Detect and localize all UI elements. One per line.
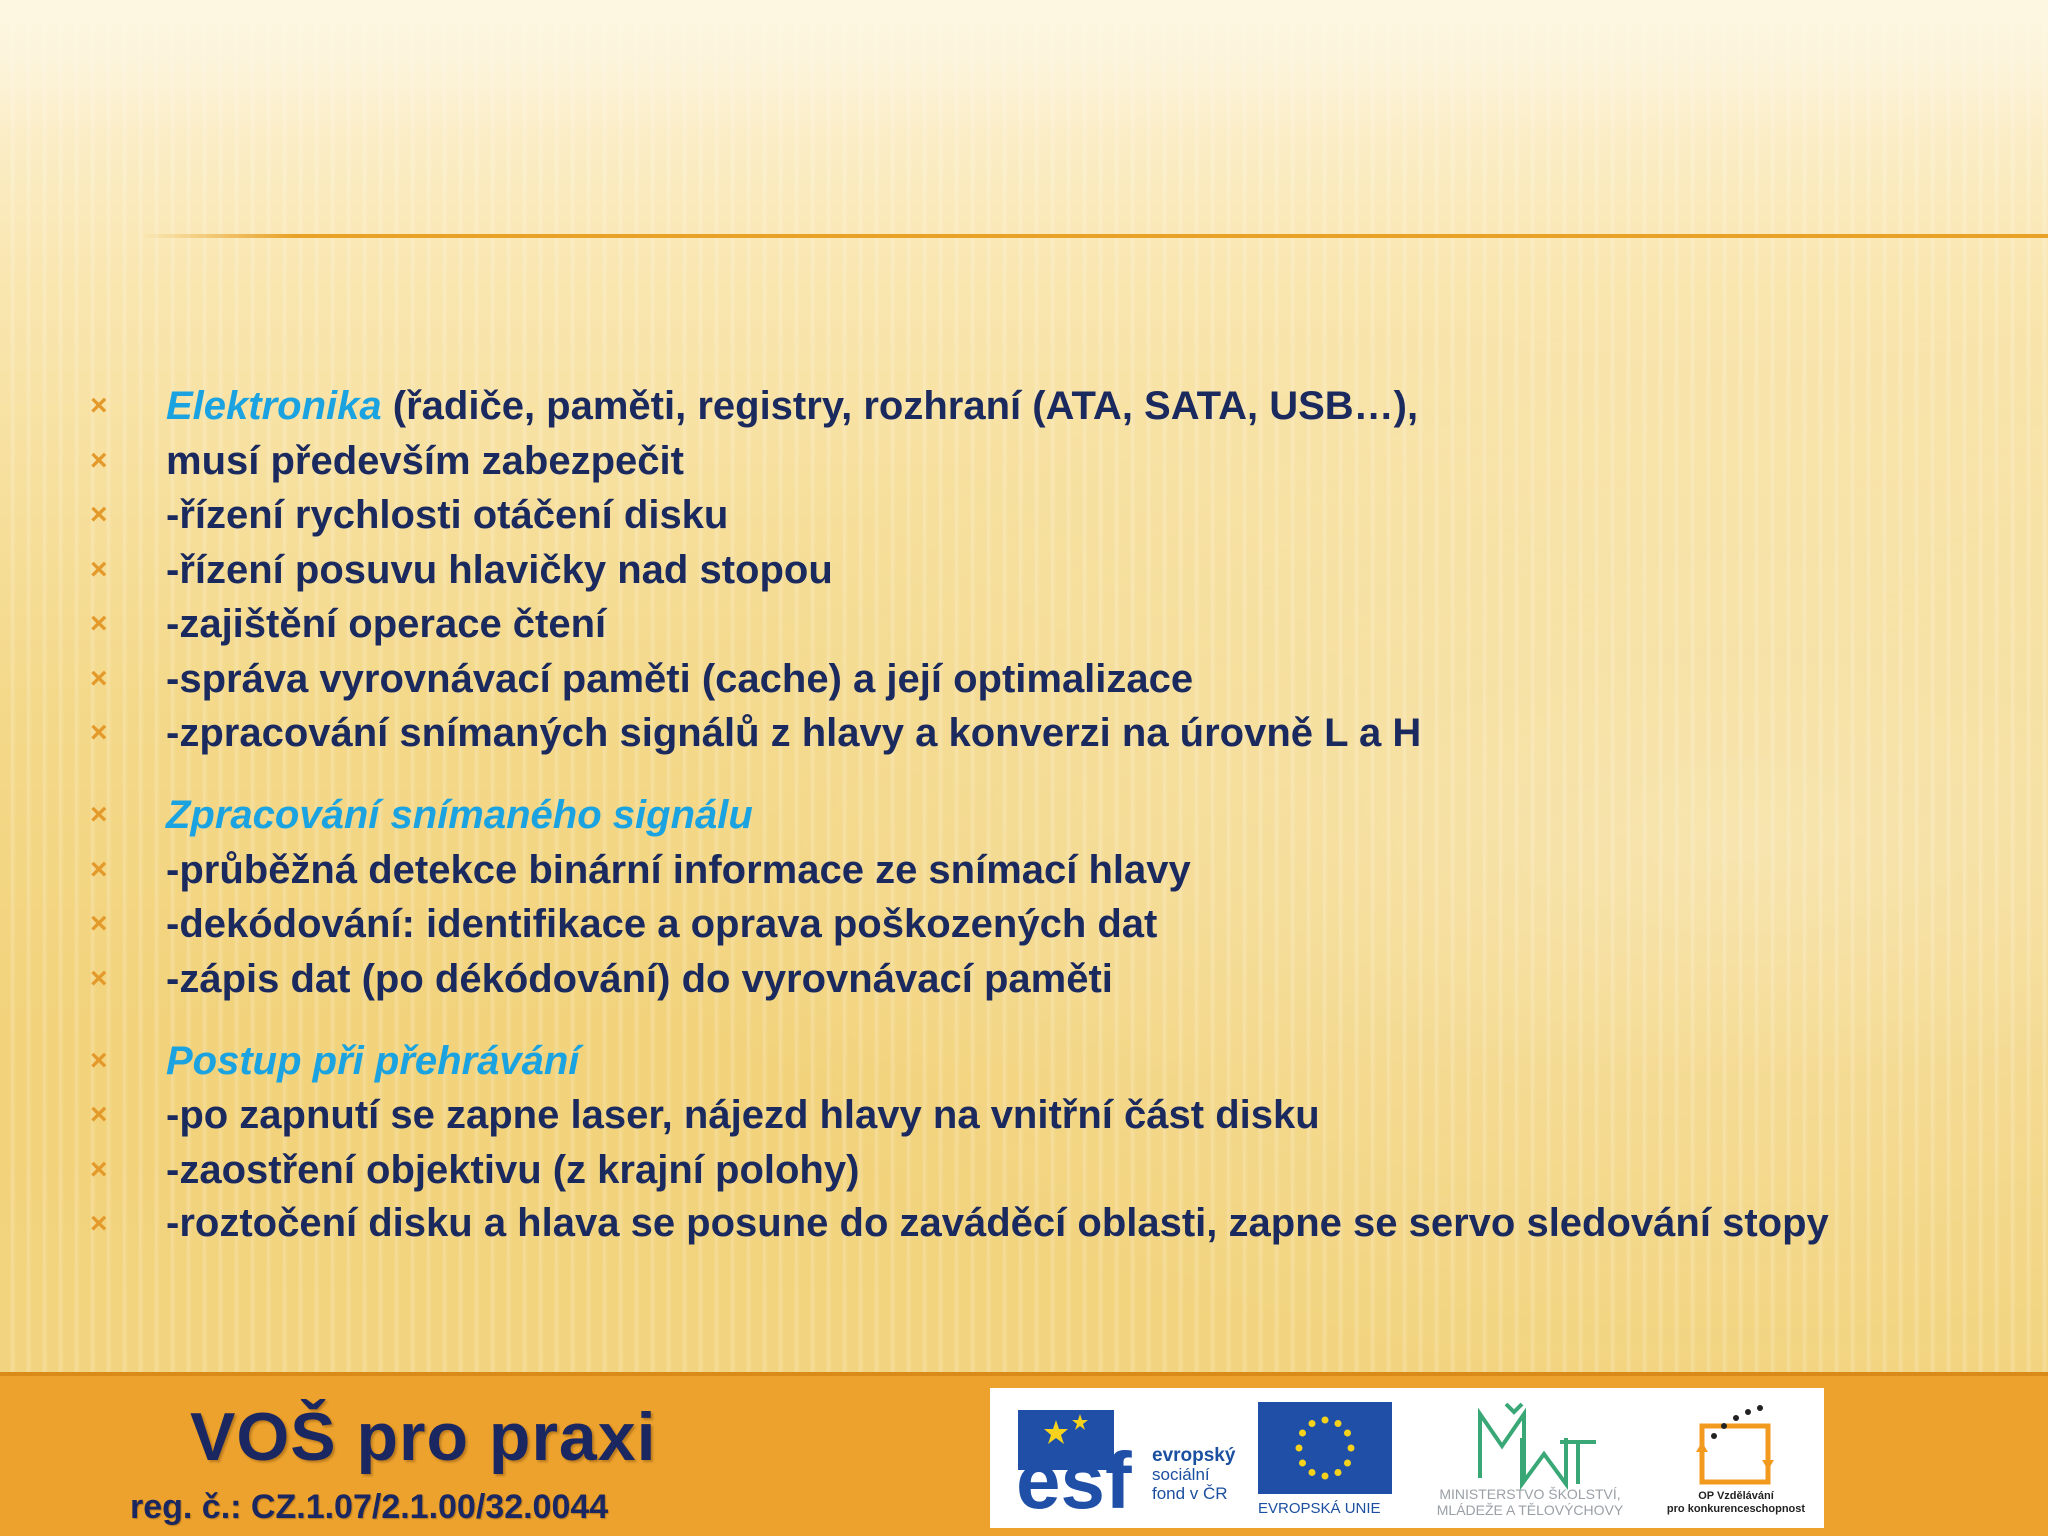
bullet-highlight: Postup při přehrávání — [166, 1038, 580, 1083]
bullet-x-icon: × — [90, 607, 108, 640]
bullet-text: musí především zabezpečit — [166, 438, 684, 483]
bullet-text: -zápis dat (po dékódování) do vyrovnávací paměti — [166, 956, 1113, 1001]
bullet-highlight: Elektronika — [166, 384, 382, 428]
op-label: OP Vzdělávání pro konkurenceschopnost — [1666, 1490, 1806, 1515]
bullet-x-icon: × — [90, 1152, 108, 1186]
bullet-item — [90, 1093, 1990, 1137]
bullet-item — [90, 902, 1990, 946]
bullet-x-icon: × — [90, 907, 108, 940]
eu-label: EVROPSKÁ UNIE — [1258, 1500, 1381, 1517]
bullet-x-icon: × — [90, 798, 108, 831]
bullet-item — [90, 1039, 1990, 1083]
bullet-text: -řízení posuvu hlavičky nad stopou — [166, 547, 833, 592]
funding-logos — [990, 1388, 1824, 1528]
bullet-item — [90, 439, 1990, 483]
bullet-x-icon: × — [90, 552, 108, 586]
bullet-x-icon: × — [90, 852, 108, 886]
bullet-item — [90, 848, 1990, 892]
bullet-x-icon: × — [90, 1043, 108, 1077]
bullet-text: -zaostření objektivu (z krajní polohy) — [166, 1147, 860, 1192]
bullet-x-icon: × — [90, 443, 108, 477]
bullet-item — [90, 384, 1990, 428]
bullet-item — [90, 548, 1990, 592]
bullet-x-icon: × — [90, 389, 108, 422]
bullet-text: -dekódování: identifikace a oprava poškozených dat — [166, 902, 1158, 946]
bullet-text: -správa vyrovnávací paměti (cache) a její optimalizace — [166, 656, 1194, 701]
bullet-text: -roztočení disku a hlava se posune do zaváděcí oblasti, zapne se servo sledování stopy — [166, 1201, 1829, 1245]
bullet-text: -řízení rychlosti otáčení disku — [166, 493, 729, 537]
bullet-x-icon: × — [90, 716, 108, 749]
esf-logo-icon — [1016, 1402, 1146, 1512]
bullet-x-icon: × — [90, 1098, 108, 1131]
bullet-text: -zajištění operace čtení — [166, 602, 607, 646]
bullet-text: -po zapnutí se zapne laser, nájezd hlavy na vnitřní část disku — [166, 1093, 1320, 1137]
bullet-item — [90, 493, 1990, 537]
bullet-item — [90, 793, 1990, 837]
bullet-text: -průběžná detekce binární informace ze snímací hlavy — [166, 847, 1191, 892]
title-divider — [140, 234, 2048, 238]
eu-flag-icon — [1258, 1402, 1392, 1494]
bullet-text: -zpracování snímaných signálů z hlavy a konverzi na úrovně L a H — [166, 711, 1422, 755]
bullet-x-icon: × — [90, 498, 108, 531]
footer-bar — [0, 1372, 2048, 1536]
bullet-item — [90, 711, 1990, 755]
esf-label: evropský sociální fond v ČR — [1152, 1445, 1236, 1503]
bullet-item — [90, 657, 1990, 701]
bullet-x-icon: × — [90, 1207, 108, 1240]
bullet-list — [90, 384, 1990, 1244]
registration-number: reg. č.: CZ.1.07/2.1.00/32.0044 — [130, 1488, 609, 1526]
bullet-text: (řadiče, paměti, registry, rozhraní (ATA, SATA, USB…), — [381, 384, 1419, 428]
bullet-item — [90, 1202, 1990, 1244]
top-fade — [0, 0, 2048, 130]
bullet-item — [90, 1148, 1990, 1192]
msmt-label: MINISTERSTVO ŠKOLSTVÍ, MLÁDEŽE A TĚLOVÝCHOVY — [1436, 1486, 1624, 1518]
bullet-item — [90, 957, 1990, 1001]
slide-content — [90, 384, 1990, 1255]
bullet-highlight: Zpracování snímaného signálu — [166, 793, 753, 837]
school-name: VOŠ pro praxi — [190, 1399, 657, 1475]
bullet-x-icon: × — [90, 661, 108, 695]
svg-text:esf: esf — [1016, 1436, 1132, 1512]
bullet-x-icon: × — [90, 961, 108, 995]
bullet-item — [90, 602, 1990, 646]
